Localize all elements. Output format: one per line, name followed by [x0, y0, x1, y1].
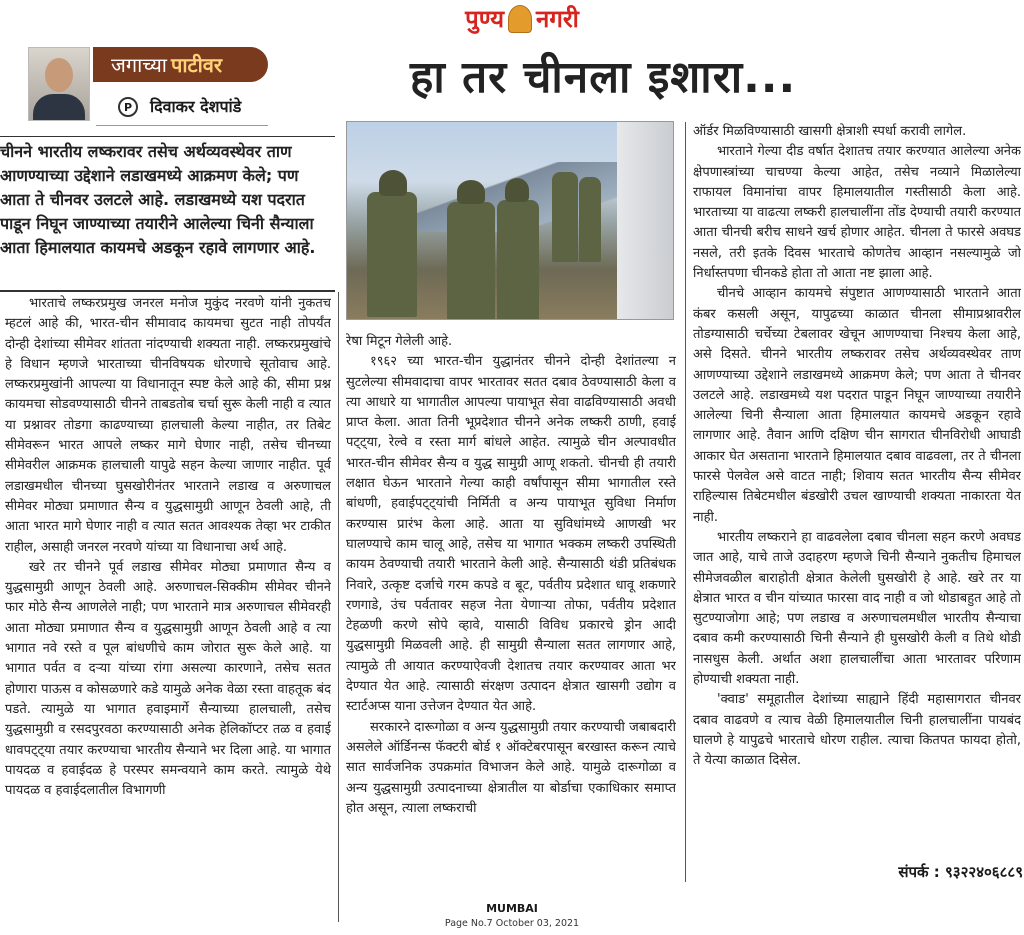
paragraph: १९६२ च्या भारत-चीन युद्धानंतर चीनने दोन्ही देशांतल्या न सुटलेल्या सीमवादाचा वापर भारतावर सतत दबाव ठेवण्यासाठी केला व त्या आधारे या भागातील आपल्या पायाभूत सेवा वाढविण्यासाठी अवधी प्राप्त केला. आता तिनी भूप्रदेशात चीनने अनेक लष्करी ठाणी, हवाई पट्ट्या, रेल्वे व रस्ता मार्ग बांधले आहेत. त्यामुळे चीन अल्पावधीत भारत-चीन सीमेवर सैन्य व युद्ध सामुग्री आणू शकतो. चीनची ही तयारी लक्षात घेऊन भारताने गेल्या काही वर्षांपासून सीमा भागातील रस्ते बांधणी, हवाईपट्ट्यांची निर्मिती व अन्य पायाभूत सुविधा निर्माण करण्यास प्रारंभ केला आहे. आता या सुविधांमध्ये आणखी भर घालण्याचे काम चालू आहे, तसेच या भागात भक्कम लष्करी उपस्थिती कायम ठेवण्याची तयारी भारताने केली आहे. सैन्यासाठी थंडी प्रतिबंधक निवारे, उत्कृष्ट दर्जाचे गरम कपडे व बूट, पर्वतीय प्रदेशात धावू शकणारे रणगाडे, उंच पर्वतावर सहज नेता येणाऱ्या तोफा, पर्वतीय प्रदेशात टेहळणी करणे सोपे व्हावे, यासाठी विविध प्रकारचे ड्रोन आदी युद्धसामुग्री मिळवली आहे. ही सामुग्री सैन्याला सतत लागणार आहे, त्यामुळे ती आयात करण्याऐवजी देशातच तयार करण्यावर आता भर देण्यात येत आहे. त्यासाठी संरक्षण उत्पादन क्षेत्रात खासगी उद्योग व स्टार्टअप्स याना उत्तेजन देण्यात येत आहे. [346, 354, 676, 715]
article-column-1 [5, 294, 331, 919]
article-photo [346, 121, 674, 320]
highlight-rule-bottom [0, 290, 335, 292]
masthead [432, 2, 612, 36]
footer-city: MUMBAI [486, 902, 538, 915]
paragraph: 'क्वाड' समूहातील देशांच्या साह्याने हिंदी महासागरात चीनवर दबाव वाढवणे व त्याच वेळी हिमालयातील चिनी हालचालींना पायबंद घालणे हे यापुढचे भारताचे धोरण राहील. त्याचा कितपत फायदा होतो, ते येत्या काळात दिसेल. [693, 692, 1021, 769]
paragraph: भारताने गेल्या दीड वर्षात देशातच तयार करण्यात आलेल्या अनेक क्षेपणास्त्रांच्या चाचण्या केल्या आहेत, तसेच नव्याने मिळालेल्या राफायल विमानांचा वापर हिमालयातील गस्तीसाठी केला आहे. भारताच्या या वाढत्या लष्करी हालचालींना तोंड देण्याची तयारी करण्यात आता चीनची बरीच साधने खर्च होणार आहेत. चीनला ते फारसे अवघड नसले, तरी इतके दिवस भारताचे कोणतेच आव्हान नसल्यामुळे जो निर्धास्तपणा चीनकडे होता तो आता नष्ट झाला आहे. [693, 144, 1021, 282]
article-column-3 [693, 122, 1021, 852]
temple-logo-icon [508, 5, 532, 33]
column-tag-a: जगाच्या [111, 53, 167, 77]
column-separator [338, 292, 339, 922]
divider [96, 125, 268, 126]
masthead-left: पुण्य [465, 5, 505, 33]
paragraph: चीनचे आव्हान कायमचे संपुष्टात आणण्यासाठी भारताने आता कंबर कसली असून, यापुढच्या काळात चीनला सीमाप्रश्नावरील तोडग्यासाठी चर्चेच्या टेबलावर खेचून आणण्याचा निश्चय केला आहे, असे दिसते. चीनने भारतीय लष्करावर तसेच अर्थव्यवस्थेवर ताण आणण्याच्या उद्देशाने लडाखमध्ये आक्रमण केले; पण आता ते चीनवर उलटले आहे. लडाखमध्ये यश पदरात पाडून निघून जाण्याच्या तयारीने आलेल्या चिनी सैन्याला आता हिमालयात कायमचे अडकून रहावे लागणार आहे. तैवान आणि दक्षिण चीन सागरात चीनविरोधी आघाडी आकार घेत असताना भारताने हिमालयात दबाव वाढवला, तर ते चीनला फारसे पेलवेल असे वाटत नाही; शिवाय सतत भारतीय सैन्य सीमेवर राहिल्यास तिबेटमधील बंडखोरी उचल खाण्याची शक्यता नाकारता येत नाही. [693, 286, 1021, 525]
contact-number: संपर्क : ९३२२४०६८८९ [898, 863, 1023, 881]
highlight-rule-top [0, 136, 335, 137]
paragraph: खरे तर चीनने पूर्व लडाख सीमेवर मोठ्या प्रमाणात सैन्य व युद्धसामुग्री आणून ठेवली आहे. अरुणाचल-सिक्कीम सीमेवर चीनने फार मोठे सैन्य आणलेले नाही; पण भारताने मात्र अरुणाचल सीमेवरही आता मोठ्या प्रमाणात सैन्य व युद्धसामुग्री आणून ठेवली आहे व त्या भागात नवे रस्ते व पूल बांधणीचे काम जोरात सुरू केले आहे. या भागात पर्वत व दऱ्या यांच्या रांगा असल्या कारणाने, तसेच सतत होणारा पाऊस व कोसळणारे कडे यामुळे अनेक वेळा रस्ता वाहतूक बंद पडते. त्यामुळे या भागात हवाइमार्गे सैन्याच्या हालचाली, तसेच युद्धसामुग्री व रसदपुरवठा करण्यासाठी अनेक हेलिकॉप्टर तळ व हवाई धावपट्ट्या तयार करण्याचा भारतीय सैन्याने भर दिला आहे. या भागात पायदळ व हवाईदळ हे परस्पर समन्वयाने काम करते. त्यामुळे येथे पायदळ व हवाईदलातील विभागणी [5, 559, 331, 799]
article-column-2 [346, 332, 676, 887]
highlight-quote: चीनने भारतीय लष्करावर तसेच अर्थव्यवस्थेवर ताण आणण्याच्या उद्देशाने लडाखमध्ये आक्रमण केले; पण आता ते चीनवर उलटले आहे. लडाखमध्ये यश पदरात पाडून निघून जाण्याच्या तयारीने आलेल्या चिनी सैन्याला आता हिमालयात कायमचे अडकून रहावे लागणार आहे. [0, 142, 316, 257]
paragraph: ऑर्डर मिळविण्यासाठी खासगी क्षेत्राशी स्पर्धा करावी लागेल. [693, 124, 967, 139]
column-separator [685, 122, 686, 882]
masthead-right: नगरी [536, 5, 579, 33]
headline: हा तर चीनला इशारा... [410, 52, 797, 103]
publisher-icon: P [118, 97, 138, 117]
paragraph: सरकारने दारूगोळा व अन्य युद्धसामुग्री तयार करण्याची जबाबदारी असलेले ऑर्डिनन्स फॅक्टरी बोर्ड १ ऑक्टेबरपासून बरखास्त करून त्याचे सात सार्वजनिक उपक्रमांत विभाजन केले आहे. यामुळे दारूगोळा व अन्य युद्धसामुग्री उत्पादनाच्या क्षेत्रातील या बोर्डाचा एकाधिकार समाप्त होत असून, त्याला लष्कराची [346, 719, 676, 816]
author-name: दिवाकर देशपांडे [150, 97, 242, 116]
column-tag [93, 47, 268, 82]
paragraph: भारताचे लष्करप्रमुख जनरल मनोज मुकुंद नरवणे यांनी नुकतच म्हटलं आहे की, भारत-चीन सीमावाद कायमचा सुटत नाही तोपर्यंत दोन्ही देशांच्या सीमेवर शांतता नांदण्याची शक्यता नाही. लष्करप्रमुखांचे हे विधान म्हणजे भारताच्या चीनविषयक धोरणाचे सूतोवाच आहे. लष्करप्रमुखांनी आपल्या या विधानातून स्पष्ट केले आहे की, सीमा प्रश्न कायमचा सोडवण्यासाठी चीनने ताबडतोब चर्चा सुरू केली नाही व त्यात या प्रश्नावर तोडगा काढण्याच्या हालचाली केल्या नाहीत, तर तिबेट सीमेवरून भारत आपले लष्कर मागे घेणार नाही, तसेच चीनच्या सीमेवरील आक्रमक हालचाली यापुढे सहन केल्या जाणार नाहीत. पूर्व लडाखमधील चीनच्या घुसखोरीनंतर भारताने लडाख व अरुणाचल सीमेवर मोठ्या प्रमाणात सैन्य व युद्धसामुग्री आणून ठेवली आहे, ती आता भारत मागे घेणार नाही व त्यात सतत आवश्यक तेव्हा भर टाकीत राहील, असाही जनरल नरवणे यांच्या या विधानाचा अर्थ आहे. [5, 296, 331, 555]
footer-page: Page No.7 October 03, 2021 [444, 918, 580, 929]
paragraph: भारतीय लष्कराने हा वाढवलेला दबाव चीनला सहन करणे अवघड जात आहे, याचे ताजे उदाहरण म्हणजे चिनी सैन्याने नुकतीच हिमाचल सीमेजवळील बाराहोती क्षेत्रात केलेली घुसखोरी हे आहे. खरे तर या क्षेत्रात भारत व चीन यांच्यात फारसा वाद नाही व जो थोडाबहुत आहे तो सुटण्याजोगा आहे; पण लडाख व अरुणाचलमधील भारतीय सैन्याचा दबाव कमी करण्यासाठी चिनी सैन्याने ही घुसखोरी केली व तिथे थोडी नासधुस केली. अर्थात अशा हालचालींचा आता भारतावर परिणाम होण्याची शक्यता नाही. [693, 529, 1021, 688]
paragraph: रेषा मिटून गेलेली आहे. [346, 334, 453, 349]
author-photo [28, 47, 90, 121]
column-tag-b: पाटीवर [170, 53, 223, 77]
